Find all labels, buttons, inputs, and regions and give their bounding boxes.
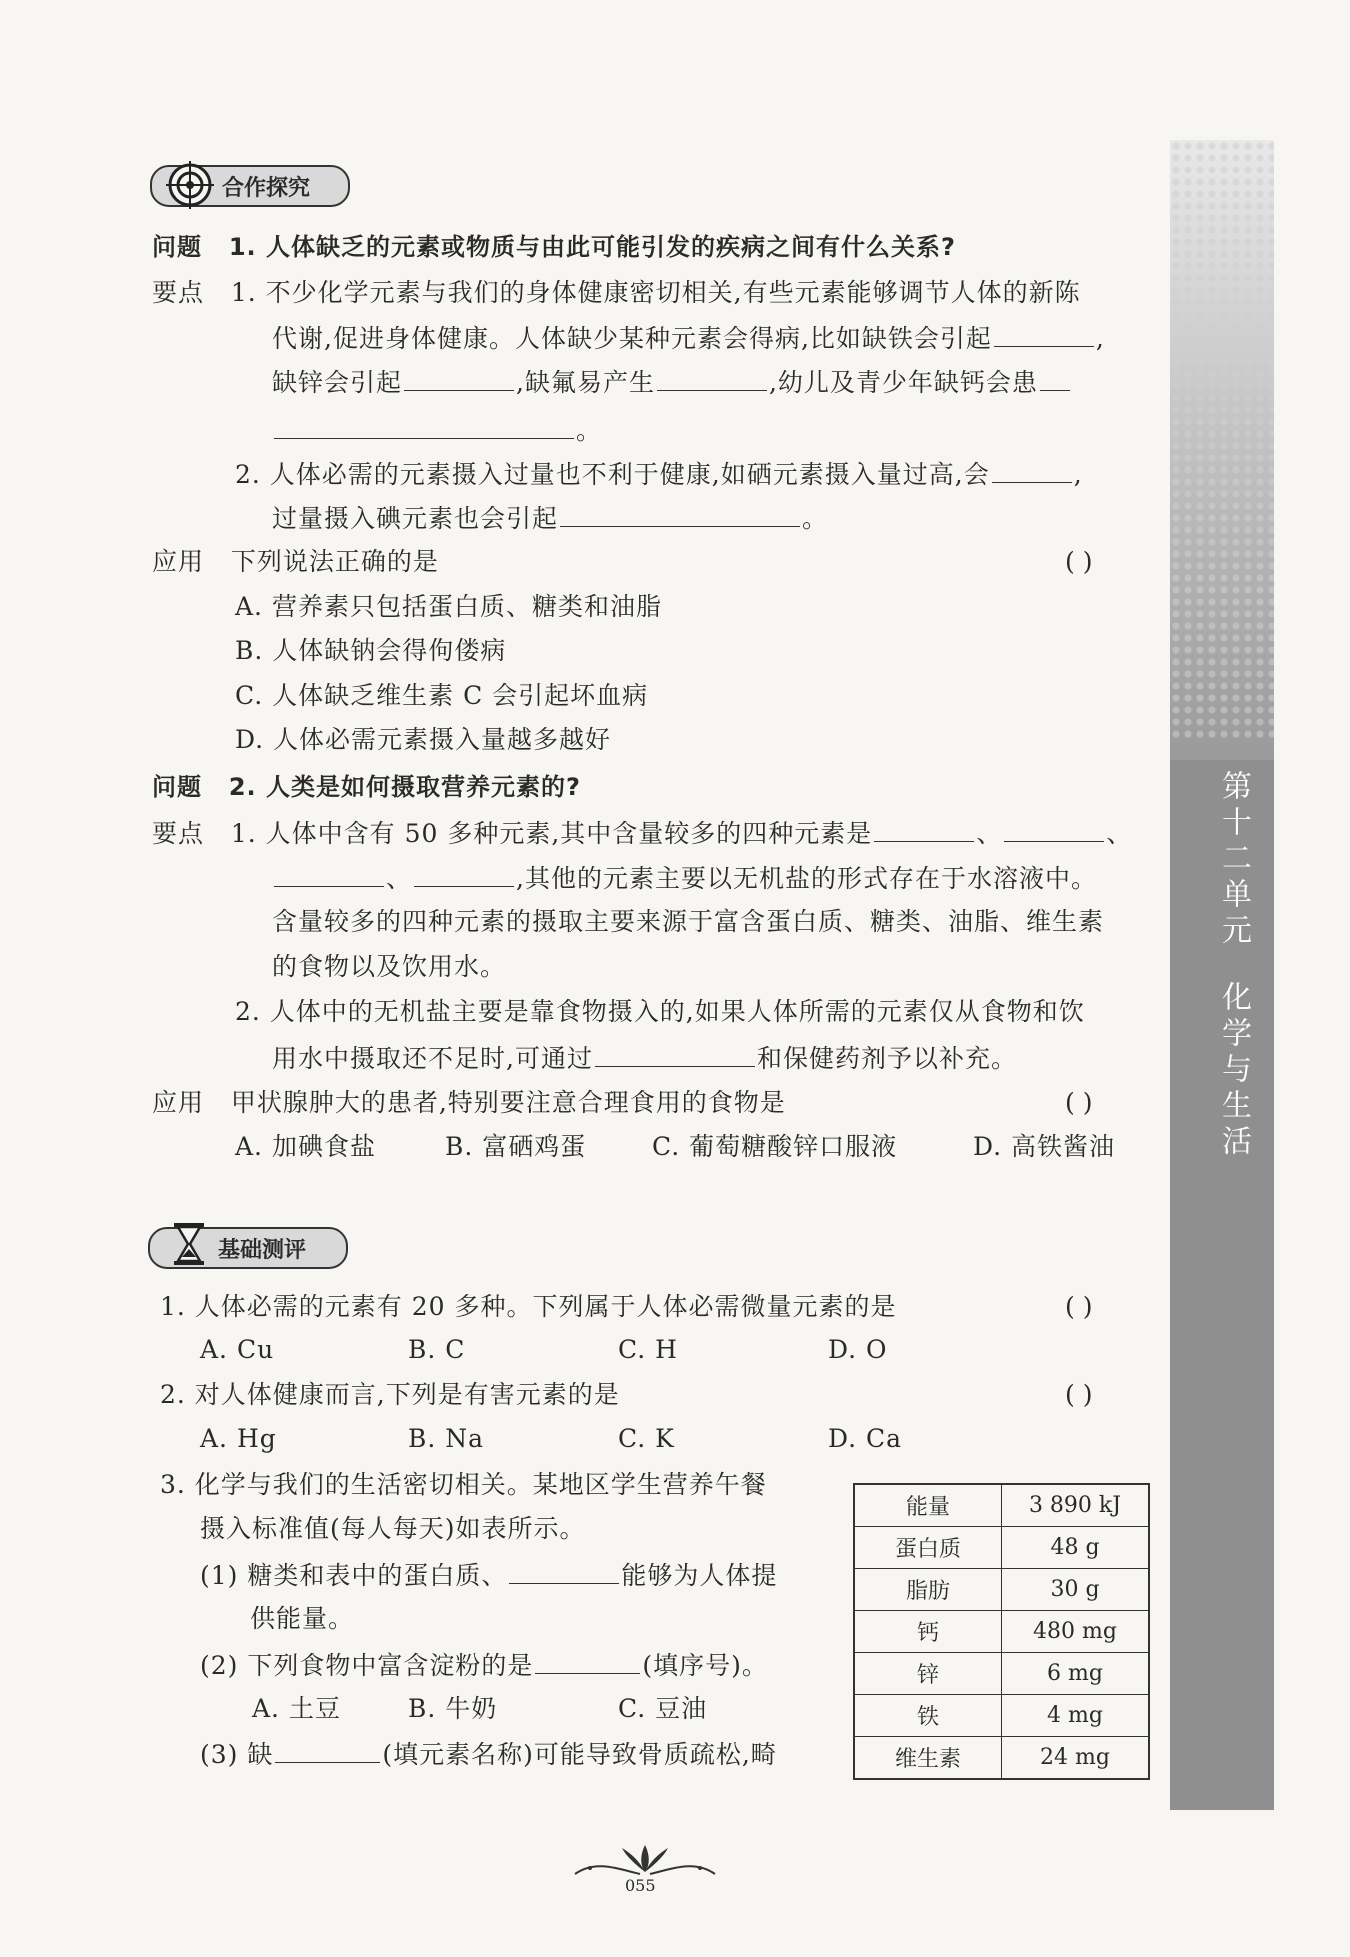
blank-input[interactable] — [414, 860, 514, 887]
table-row: 锌 6 mg — [854, 1653, 1149, 1695]
answer-paren[interactable]: ( ) — [1065, 1292, 1093, 1321]
q1-option-d[interactable]: D. 人体必需元素摄入量越多越好 — [235, 725, 612, 754]
basic-q3-2-option-b[interactable]: B. 牛奶 — [408, 1694, 498, 1723]
q2-option-c[interactable]: C. 葡萄糖酸锌口服液 — [652, 1132, 898, 1161]
coop-badge: 合作探究 — [150, 165, 350, 207]
basic-q3-a: 3. 化学与我们的生活密切相关。某地区学生营养午餐 — [160, 1470, 767, 1499]
table-row: 铁 4 mg — [854, 1695, 1149, 1737]
nutrition-table — [853, 1483, 1150, 1780]
q2-key1-d: 的食物以及饮用水。 — [272, 952, 507, 981]
blank-input[interactable] — [509, 1557, 619, 1584]
table-row: 能量 3 890 kJ — [854, 1484, 1149, 1527]
page-number: 055 — [625, 1876, 656, 1895]
basic-q1-option-a[interactable]: A. Cu — [200, 1335, 275, 1364]
q1-option-b[interactable]: B. 人体缺钠会得佝偻病 — [235, 636, 507, 665]
q2-option-d[interactable]: D. 高铁酱油 — [973, 1132, 1116, 1161]
blank-input[interactable] — [994, 320, 1094, 347]
basic-q3-b: 摄入标准值(每人每天)如表所示。 — [200, 1514, 586, 1543]
basic-q3-2-option-a[interactable]: A. 土豆 — [252, 1694, 341, 1723]
basic-q3-3: (3) 缺 (填元素名称)可能导致骨质疏松,畸 — [200, 1736, 777, 1772]
q1-key2-a: 2. 人体必需的元素摄入过量也不利于健康,如硒元素摄入量过高,会 , — [235, 456, 1083, 492]
basic-q2: 2. 对人体健康而言,下列是有害元素的是 — [160, 1380, 620, 1409]
blank-input[interactable] — [992, 456, 1072, 483]
basic-q3-1-c: 供能量。 — [250, 1604, 355, 1633]
basic-badge: 基础测评 — [148, 1227, 348, 1269]
answer-paren[interactable]: ( ) — [1065, 547, 1093, 576]
q1-key2-b: 过量摄入碘元素也会引起 。 — [272, 500, 828, 536]
q1-option-c[interactable]: C. 人体缺乏维生素 C 会引起坏血病 — [235, 681, 649, 710]
q2-title: 问题 2. 人类是如何摄取营养元素的? — [152, 773, 581, 801]
q2-option-a[interactable]: A. 加碘食盐 — [235, 1132, 376, 1161]
table-row: 钙 480 mg — [854, 1611, 1149, 1653]
q2-key1-a: 要点 1. 人体中含有 50 多种元素,其中含量较多的四种元素是 、 、 — [152, 815, 1132, 851]
flower-ornament-icon — [570, 1840, 720, 1880]
basic-q1-option-d[interactable]: D. O — [828, 1335, 888, 1364]
blank-input[interactable] — [1040, 364, 1070, 391]
basic-q2-option-d[interactable]: D. Ca — [828, 1424, 903, 1453]
sidebar-unit-title: 第十二单元 化学与生活 — [1216, 770, 1251, 1162]
blank-input[interactable] — [274, 412, 574, 439]
blank-input[interactable] — [595, 1040, 755, 1067]
table-row: 脂肪 30 g — [854, 1569, 1149, 1611]
q2-key1-c: 含量较多的四种元素的摄取主要来源于富含蛋白质、糖类、油脂、维生素 — [272, 907, 1105, 936]
basic-q2-option-a[interactable]: A. Hg — [200, 1424, 277, 1453]
q2-option-b[interactable]: B. 富硒鸡蛋 — [445, 1132, 587, 1161]
q1-application: 应用 下列说法正确的是 — [152, 547, 439, 576]
answer-paren[interactable]: ( ) — [1065, 1088, 1093, 1117]
basic-q2-option-b[interactable]: B. Na — [408, 1424, 485, 1453]
q1-key1-b: 代谢,促进身体健康。人体缺少某种元素会得病,比如缺铁会引起 , — [272, 320, 1105, 356]
q1-key1-d: 。 — [272, 412, 602, 448]
target-icon — [166, 161, 214, 209]
basic-q2-option-c[interactable]: C. K — [618, 1424, 675, 1453]
basic-q1-option-b[interactable]: B. C — [408, 1335, 466, 1364]
blank-input[interactable] — [404, 364, 514, 391]
q1-option-a[interactable]: A. 营养素只包括蛋白质、糖类和油脂 — [235, 592, 662, 621]
basic-q1-option-c[interactable]: C. H — [618, 1335, 678, 1364]
q2-application: 应用 甲状腺肿大的患者,特别要注意合理食用的食物是 — [152, 1088, 786, 1117]
q1-key1-a: 要点 1. 不少化学元素与我们的身体健康密切相关,有些元素能够调节人体的新陈 — [152, 278, 1081, 307]
basic-q3-2-option-c[interactable]: C. 豆油 — [618, 1694, 708, 1723]
blank-input[interactable] — [274, 860, 384, 887]
blank-input[interactable] — [1004, 815, 1104, 842]
table-row: 蛋白质 48 g — [854, 1527, 1149, 1569]
blank-input[interactable] — [657, 364, 767, 391]
blank-input[interactable] — [560, 500, 800, 527]
q2-key2-a: 2. 人体中的无机盐主要是靠食物摄入的,如果人体所需的元素仅从食物和饮 — [235, 997, 1085, 1026]
blank-input[interactable] — [874, 815, 974, 842]
answer-paren[interactable]: ( ) — [1065, 1380, 1093, 1409]
basic-q3-1: (1) 糖类和表中的蛋白质、 能够为人体提 — [200, 1557, 777, 1593]
hourglass-icon — [172, 1221, 206, 1267]
q1-key1-c: 缺锌会引起 ,缺氟易产生 ,幼儿及青少年缺钙会患 — [272, 364, 1072, 400]
q2-key2-b: 用水中摄取还不足时,可通过 和保健药剂予以补充。 — [272, 1040, 1017, 1076]
table-row: 维生素 24 mg — [854, 1737, 1149, 1780]
q2-key1-b: 、 ,其他的元素主要以无机盐的形式存在于水溶液中。 — [272, 860, 1097, 896]
basic-q3-2: (2) 下列食物中富含淀粉的是 (填序号)。 — [200, 1647, 768, 1683]
q1-title: 问题 1. 人体缺乏的元素或物质与由此可能引发的疾病之间有什么关系? — [152, 233, 956, 261]
blank-input[interactable] — [275, 1736, 380, 1763]
basic-q1: 1. 人体必需的元素有 20 多种。下列属于人体必需微量元素的是 — [160, 1292, 897, 1321]
blank-input[interactable] — [535, 1647, 640, 1674]
